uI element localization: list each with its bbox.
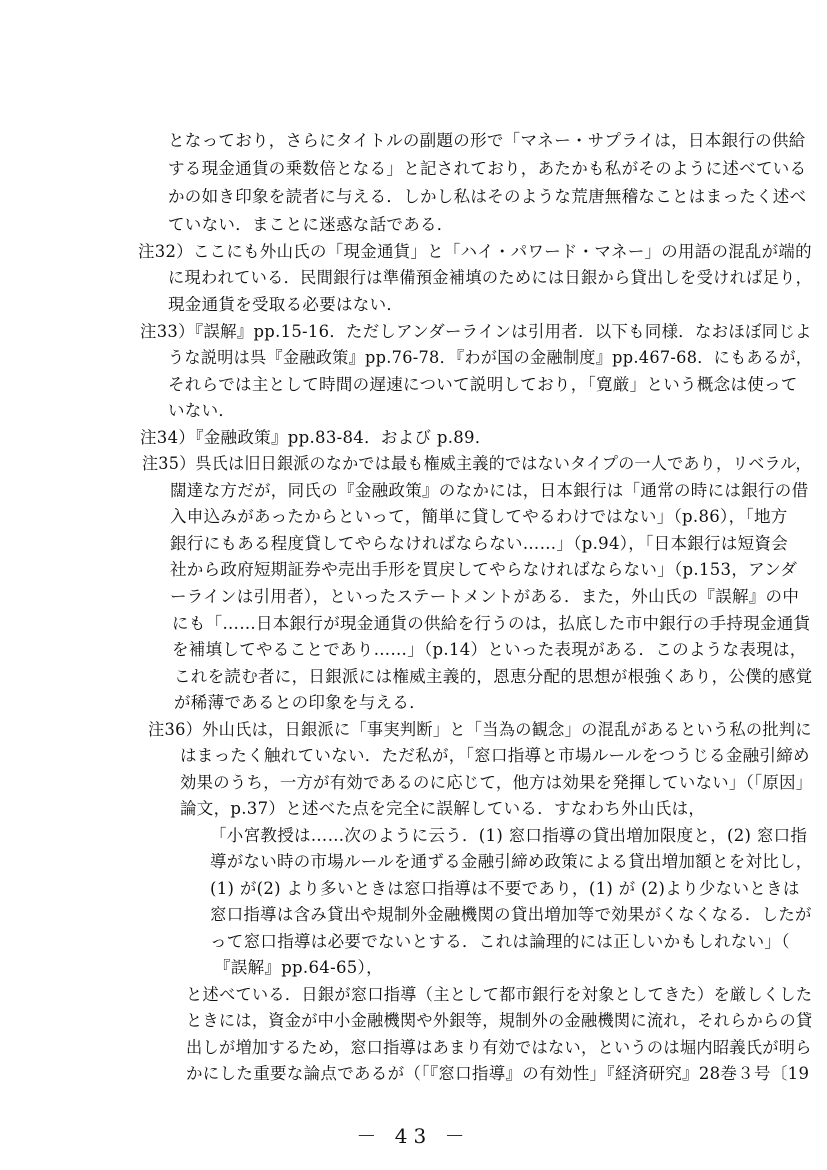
footnote-line: と述べている．日銀が窓口指導（主として都市銀行を対象としてきた）を厳しくした xyxy=(186,985,813,1004)
footnote-line: 社から政府短期証券や売出手形を買戻してやらなければならない」（p.153，アンダ xyxy=(170,560,798,579)
text-line: となっており，さらにタイトルの副題の形で「マネー・サプライは，日本銀行の供給 xyxy=(168,131,806,150)
footnote-line: にも「……日本銀行が現金通貨の供給を行うのは，払底した市中銀行の手持現金通貨 xyxy=(172,614,811,633)
footnote-line: はまったく触れていない．ただ私が，「窓口指導と市場ルールをつうじる金融引締め xyxy=(180,746,810,765)
footnote-line: 注34）『金融政策』pp.83-84．および p.89． xyxy=(140,428,492,447)
footnote-line: を補填してやることであり……」（p.14）といった表現がある．このような表現は， xyxy=(172,640,807,659)
footnote-line: 注35）呉氏は旧日銀派のなかでは最も権威主義的ではないタイプの一人であり，リベラル， xyxy=(142,454,812,473)
footnote-line: 出しが増加するため，窓口指導はあまり有効ではない，というのは堀内昭義氏が明ら xyxy=(186,1038,812,1057)
footnote-line: が稀薄であるとの印象を与える． xyxy=(174,693,426,712)
footnote-line: 論文，p.37）と述べた点を完全に誤解している．すなわち外山氏は， xyxy=(180,799,706,818)
footnote-line: 注33）『誤解』pp.15-16．ただしアンダーラインは引用者．以下も同様．なおほぼ同じよ xyxy=(140,322,812,341)
footnote-line: それらでは主として時間の遅速について説明しており，「寛厳」という概念は使って xyxy=(168,375,798,394)
footnote-line: かにした重要な論点であるが（「『窓口指導』の有効性」『経済研究』28巻３号〔19 xyxy=(186,1064,810,1083)
text-line: する現金通貨の乗数倍となる」と記されており，あたかも私がそのように述べている xyxy=(168,159,807,178)
text-line: かの如き印象を読者に与える．しかし私はそのような荒唐無稽なことはまったく述べ xyxy=(168,187,807,206)
quote-line: 窓口指導は含み貸出や規制外金融機関の貸出増加等で効果がくなくなる．したが xyxy=(210,905,812,924)
page-number: － 43 － xyxy=(356,1124,471,1148)
footnote-line: 注36）外山氏は，日銀派に「事実判断」と「当為の観念」の混乱があるという私の批判に xyxy=(148,720,812,739)
quote-line: 「小宮教授は……次のように云う．(1) 窓口指導の貸出増加限度と，(2) 窓口指 xyxy=(210,826,808,845)
quote-line: 『誤解』pp.64-65）， xyxy=(214,958,383,977)
footnote-line: 注32）ここにも外山氏の「現金通貨」と「ハイ・パワード・マネー」の用語の混乱が端的 xyxy=(138,242,812,261)
text-line: ていない．まことに迷惑な話である． xyxy=(168,215,454,234)
footnote-line: いない． xyxy=(168,401,236,420)
footnote-line: これを読む者に，日銀派には権威主義的，恩恵分配的思想が根強くあり，公僕的感覚 xyxy=(174,667,813,686)
footnote-line: に現われている．民間銀行は準備預金補填のためには日銀から貸出しを受ければ足り， xyxy=(168,268,813,287)
quote-line: (1) が(2) より多いときは窓口指導は不要であり，(1) が (2)より少ないときは xyxy=(210,879,800,898)
footnote-line: 銀行にもある程度貸してやらなければならない……」（p.94），「日本銀行は短資会 xyxy=(170,534,789,553)
quote-line: 導がない時の市場ルールを通ずる金融引締め政策による貸出増加額とを対比し， xyxy=(210,852,813,871)
footnote-line: うな説明は呉『金融政策』pp.76-78．『わが国の金融制度』pp.467-68．にもあるが， xyxy=(168,348,813,367)
footnote-line: 現金通貨を受取る必要はない． xyxy=(168,295,404,314)
footnote-line: 闊達な方だが，同氏の『金融政策』のなかには，日本銀行は「通常の時には銀行の借 xyxy=(170,481,809,500)
footnote-line: 入申込みがあったからといって，簡単に貸してやるわけではない」（p.86），「地方 xyxy=(170,507,788,526)
quote-line: って窓口指導は必要でないとする．これは論理的には正しいかもしれない」（ xyxy=(210,932,790,951)
footnote-line: 効果のうち，一方が有効であるのに応じて，他方は効果を発揮していない」（「原因」 xyxy=(180,773,813,792)
footnote-line: ときには，資金が中小金融機関や外銀等，規制外の金融機関に流れ，それらからの貸 xyxy=(186,1011,813,1030)
footnote-line: ーラインは引用者），といったステートメントがある．また，外山氏の『誤解』の中 xyxy=(170,587,800,606)
